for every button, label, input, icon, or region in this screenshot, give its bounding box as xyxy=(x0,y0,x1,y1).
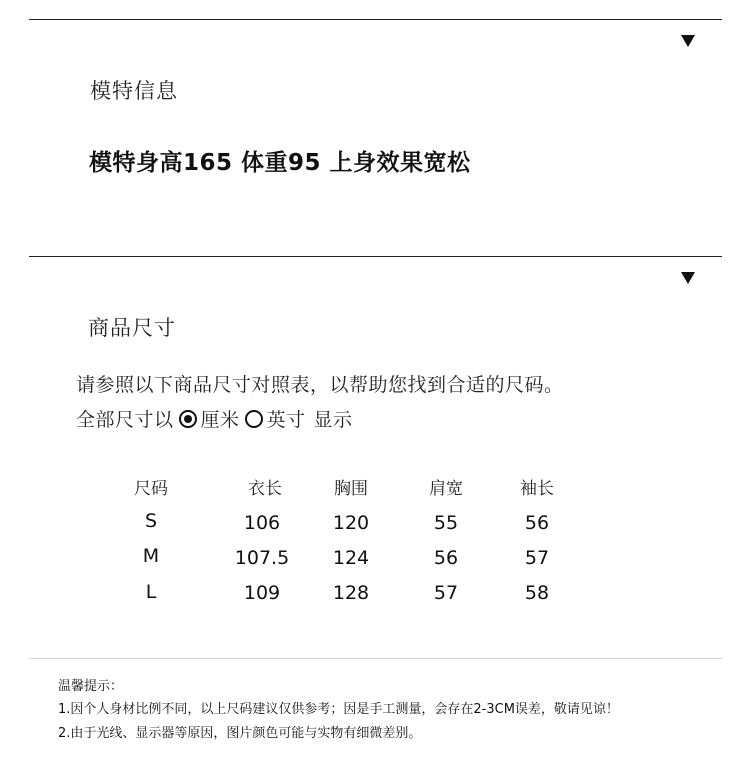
size-divider xyxy=(29,256,722,257)
unit-suffix: 显示 xyxy=(313,409,353,431)
tips-line-2: 2.由于光线、显示器等原因，图片颜色可能与实物有细微差别。 xyxy=(58,726,422,741)
table-cell: 57 xyxy=(524,547,550,569)
table-cell: 57 xyxy=(433,582,459,604)
table-cell: 107.5 xyxy=(234,547,290,569)
table-header-length: 衣长 xyxy=(248,479,282,499)
size-intro-text: 请参照以下商品尺寸对照表，以帮助您找到合适的尺码。 xyxy=(76,374,564,396)
tips-line-1: 1.因个人身材比例不同，以上尺码建议仅供参考；因是手工测量，会存在2-3CM误差，敬请见谅！ xyxy=(58,702,619,717)
size-info-title: 商品尺寸 xyxy=(88,316,176,340)
collapse-arrow-icon[interactable] xyxy=(681,272,695,284)
collapse-arrow-icon[interactable] xyxy=(681,35,695,47)
table-cell: 56 xyxy=(433,547,459,569)
table-cell: 55 xyxy=(433,512,459,534)
unit-selector xyxy=(76,405,353,432)
model-info-text: 模特身高165 体重95 上身效果宽松 xyxy=(89,150,471,176)
radio-inch-icon[interactable] xyxy=(245,410,263,428)
tips-divider xyxy=(29,658,722,659)
table-cell: 124 xyxy=(332,547,370,569)
table-cell: 106 xyxy=(243,512,281,534)
table-header-sleeve: 袖长 xyxy=(520,479,554,499)
table-cell: 56 xyxy=(524,512,550,534)
table-cell: L xyxy=(145,581,157,603)
table-header-chest: 胸围 xyxy=(334,479,368,499)
radio-cm-icon[interactable] xyxy=(179,410,197,428)
table-cell: 109 xyxy=(243,582,281,604)
top-divider xyxy=(29,19,722,20)
unit-inch-label[interactable]: 英寸 xyxy=(266,409,306,431)
table-cell: 120 xyxy=(332,512,370,534)
table-header-size: 尺码 xyxy=(134,479,168,499)
model-info-title: 模特信息 xyxy=(90,79,178,103)
table-header-shoulder: 肩宽 xyxy=(429,479,463,499)
tips-title: 温馨提示： xyxy=(58,679,124,694)
table-cell: 128 xyxy=(332,582,370,604)
unit-cm-label[interactable]: 厘米 xyxy=(200,409,240,431)
unit-prefix: 全部尺寸以 xyxy=(76,409,174,431)
table-cell: S xyxy=(144,510,158,532)
table-cell: 58 xyxy=(524,582,550,604)
table-cell: M xyxy=(142,545,160,567)
